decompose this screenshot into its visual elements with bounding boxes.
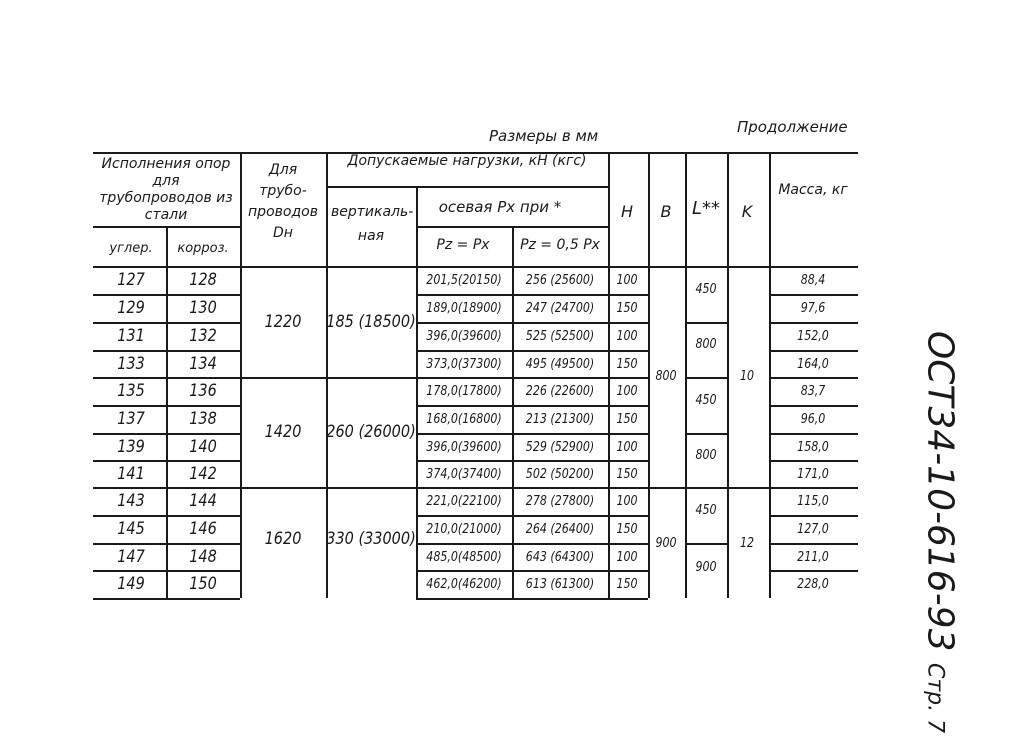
length-L: 450: [695, 282, 717, 297]
row-rule: [769, 294, 858, 296]
row-rule: [416, 322, 648, 324]
row-rule: [416, 543, 648, 545]
mass-value: 127,0: [797, 522, 829, 537]
carbon-version: 127: [117, 270, 145, 290]
header-H: H: [620, 202, 634, 221]
row-rule: [416, 487, 648, 489]
row-rule: [416, 405, 648, 407]
corrosion-version: 148: [189, 547, 217, 567]
header-vertical: вертикаль-ная: [331, 204, 414, 244]
mass-value: 152,0: [797, 329, 829, 344]
row-rule: [769, 405, 858, 407]
height-H: 150: [616, 301, 638, 316]
axial-load-half: 525 (52500): [525, 329, 595, 344]
pipeline-diameter: 1220: [264, 312, 302, 332]
height-H: 100: [616, 384, 638, 399]
carbon-version: 131: [117, 326, 145, 346]
axial-load-half: 643 (64300): [525, 550, 595, 565]
header-carbon: углер.: [109, 241, 153, 256]
row-rule: [769, 377, 858, 379]
row-rule: [416, 598, 648, 600]
header-L: L**: [691, 198, 721, 219]
column-rule: [648, 152, 650, 598]
height-H: 100: [616, 329, 638, 344]
axial-load-half: 264 (26400): [525, 522, 595, 537]
group-rule: [685, 543, 727, 545]
page-number: Стр. 7: [922, 662, 948, 734]
height-H: 100: [616, 550, 638, 565]
row-rule: [416, 460, 648, 462]
column-rule: [166, 226, 168, 598]
group-rule: [648, 487, 685, 489]
coefficient-K: 10: [739, 369, 755, 384]
carbon-version: 129: [117, 298, 145, 318]
height-H: 100: [616, 273, 638, 288]
corrosion-version: 150: [189, 574, 217, 594]
corrosion-version: 144: [189, 491, 217, 511]
mass-value: 96,0: [800, 412, 826, 427]
axial-load-half: 256 (25600): [525, 273, 595, 288]
row-rule: [416, 570, 648, 572]
corrosion-version: 136: [189, 381, 217, 401]
carbon-version: 145: [117, 519, 145, 539]
row-rule: [416, 294, 648, 296]
group-rule: [685, 433, 727, 435]
height-H: 100: [616, 440, 638, 455]
header-mass: Масса, кг: [778, 182, 848, 198]
axial-load-half: 247 (24700): [525, 301, 595, 316]
length-L: 900: [695, 560, 717, 575]
axial-load-full: 462,0(46200): [426, 577, 502, 592]
corrosion-version: 138: [189, 409, 217, 429]
axial-load-full: 485,0(48500): [426, 550, 502, 565]
height-H: 150: [616, 412, 638, 427]
row-rule: [416, 350, 648, 352]
height-H: 150: [616, 467, 638, 482]
axial-load-full: 210,0(21000): [426, 522, 502, 537]
mass-value: 228,0: [797, 577, 829, 592]
height-H: 150: [616, 577, 638, 592]
length-L: 800: [695, 337, 717, 352]
mass-value: 171,0: [797, 467, 829, 482]
carbon-version: 133: [117, 354, 145, 374]
header-axial: осевая Px при *: [438, 198, 562, 216]
header-pz-half-px: Pz = 0,5 Px: [520, 237, 600, 253]
height-H: 150: [616, 357, 638, 372]
corrosion-version: 142: [189, 464, 217, 484]
coefficient-K: 12: [739, 536, 755, 551]
column-rule: [727, 152, 729, 598]
group-rule: [240, 487, 416, 489]
vertical-load: 330 (33000): [326, 529, 416, 549]
axial-load-half: 613 (61300): [525, 577, 595, 592]
row-rule: [769, 515, 858, 517]
axial-load-half: 502 (50200): [525, 467, 595, 482]
vertical-load: 185 (18500): [326, 312, 416, 332]
column-rule: [608, 152, 610, 598]
row-rule: [416, 433, 648, 435]
row-rule: [769, 460, 858, 462]
corrosion-version: 128: [189, 270, 217, 290]
axial-load-half: 495 (49500): [525, 357, 595, 372]
row-rule: [769, 322, 858, 324]
column-rule: [240, 152, 242, 598]
header-versions: Исполнения опор для трубопроводов из стали: [99, 156, 233, 223]
corrosion-version: 134: [189, 354, 217, 374]
dimensions-note: Размеры в мм: [489, 127, 599, 145]
continuation-label: Продолжение: [737, 118, 848, 136]
column-rule: [685, 152, 687, 598]
axial-load-full: 374,0(37400): [426, 467, 502, 482]
header-rule: [326, 186, 608, 188]
axial-load-full: 396,0(39600): [426, 440, 502, 455]
column-rule: [512, 226, 514, 598]
row-rule: [416, 377, 648, 379]
axial-load-full: 373,0(37300): [426, 357, 502, 372]
mass-value: 158,0: [797, 440, 829, 455]
axial-load-full: 178,0(17800): [426, 384, 502, 399]
axial-load-full: 189,0(18900): [426, 301, 502, 316]
carbon-version: 139: [117, 437, 145, 457]
mass-value: 211,0: [797, 550, 829, 565]
width-B: 800: [655, 369, 677, 384]
mass-value: 88,4: [800, 273, 826, 288]
carbon-version: 149: [117, 574, 145, 594]
side-stamp: [920, 331, 961, 733]
row-rule: [769, 570, 858, 572]
carbon-version: 143: [117, 491, 145, 511]
header-allowable-loads: Допускаемые нагрузки, кН (кгс): [347, 153, 587, 169]
column-rule: [769, 152, 771, 598]
header-B: B: [660, 202, 672, 221]
row-rule: [769, 487, 858, 489]
corrosion-version: 140: [189, 437, 217, 457]
axial-load-full: 396,0(39600): [426, 329, 502, 344]
axial-load-half: 278 (27800): [525, 494, 595, 509]
pipeline-diameter: 1420: [264, 422, 302, 442]
group-rule: [685, 487, 727, 489]
axial-load-half: 226 (22600): [525, 384, 595, 399]
pipeline-diameter: 1620: [264, 529, 302, 549]
standard-number: ОСТ34-10-616-93: [919, 330, 961, 652]
length-L: 450: [695, 393, 717, 408]
height-H: 150: [616, 522, 638, 537]
header-bottom-border: [93, 266, 858, 268]
mass-value: 164,0: [797, 357, 829, 372]
carbon-version: 135: [117, 381, 145, 401]
length-L: 450: [695, 503, 717, 518]
carbon-version: 147: [117, 547, 145, 567]
group-rule: [685, 322, 727, 324]
mass-value: 97,6: [800, 301, 826, 316]
carbon-version: 141: [117, 464, 145, 484]
header-pz-eq-px: Pz = Px: [436, 237, 490, 253]
mass-value: 83,7: [800, 384, 826, 399]
corrosion-version: 132: [189, 326, 217, 346]
corrosion-version: 130: [189, 298, 217, 318]
axial-load-full: 168,0(16800): [426, 412, 502, 427]
column-rule: [416, 186, 418, 598]
row-rule: [769, 543, 858, 545]
corrosion-version: 146: [189, 519, 217, 539]
header-K: K: [741, 202, 753, 221]
row-rule: [93, 598, 240, 600]
header-pipeline: Для трубо-проводов Dн: [248, 162, 318, 241]
group-rule: [727, 487, 769, 489]
carbon-version: 137: [117, 409, 145, 429]
header-corrosion: корроз.: [177, 241, 229, 256]
axial-load-full: 221,0(22100): [426, 494, 502, 509]
vertical-load: 260 (26000): [326, 422, 416, 442]
mass-value: 115,0: [797, 494, 829, 509]
axial-load-full: 201,5(20150): [426, 273, 502, 288]
group-rule: [685, 377, 727, 379]
row-rule: [769, 350, 858, 352]
row-rule: [416, 515, 648, 517]
axial-load-half: 529 (52900): [525, 440, 595, 455]
height-H: 100: [616, 494, 638, 509]
axial-load-half: 213 (21300): [525, 412, 595, 427]
width-B: 900: [655, 536, 677, 551]
group-rule: [240, 377, 416, 379]
row-rule: [769, 433, 858, 435]
length-L: 800: [695, 448, 717, 463]
